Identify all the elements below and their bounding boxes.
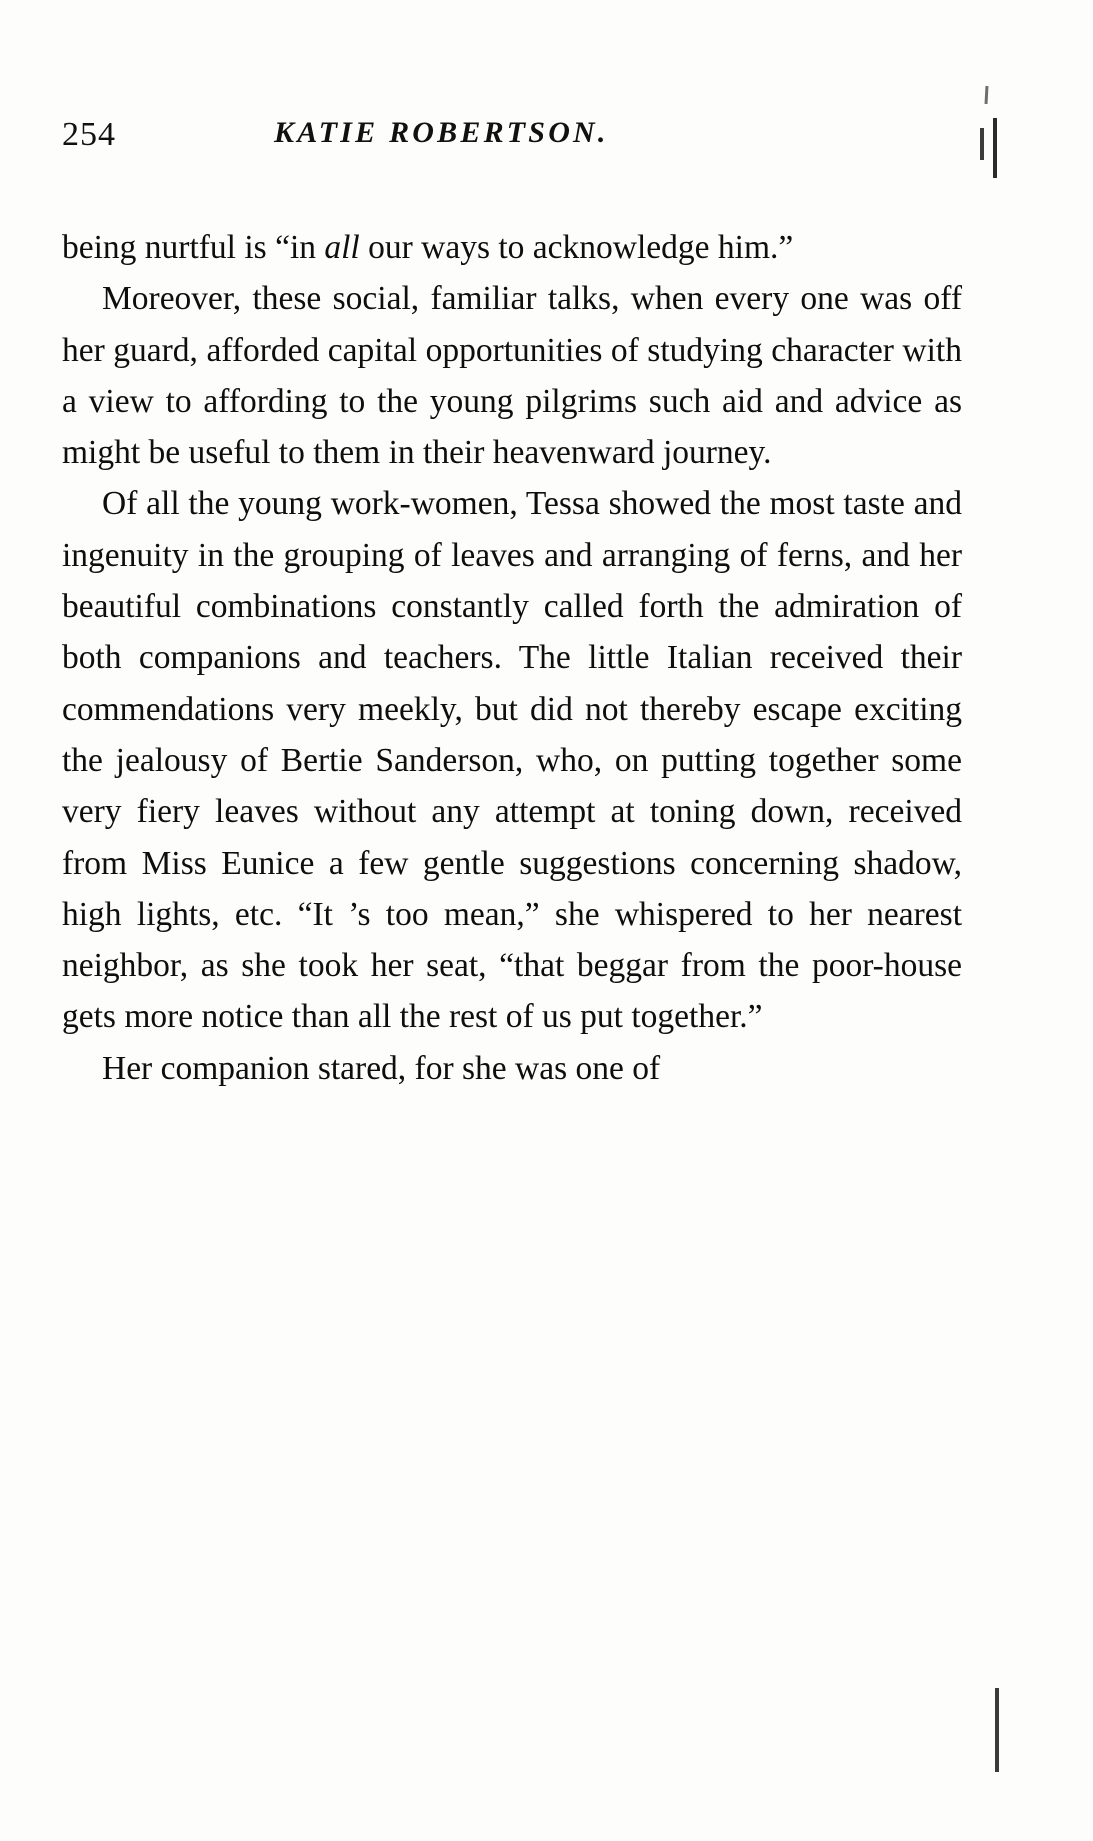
paragraph-1-run-a: being nurtful is “in (62, 229, 325, 266)
paragraph-3: Of all the young work-women, Tessa showed the most taste and ingenuity in the grouping of leaves and arranging of ferns, and her beautiful combinations constantly called forth the admiration of both companions and teachers. The little Italian received their commendations very meekly, but did not thereby escape exciting the jealousy of Bertie Sanderson, who, on putting together some very fiery leaves without any attempt at toning down, received from Miss Eunice a few gentle suggestions concerning shadow, high lights, etc. “It ’s too mean,” she whispered to her nearest neighbor, as she took her seat, “that beggar from the poor-house gets more notice than all the rest of us put together.” (62, 485, 962, 1036)
scan-edge-mark-bottom (995, 1688, 999, 1772)
page-body (62, 222, 962, 1094)
running-head (62, 108, 962, 168)
scan-edge-mark-upper (980, 128, 984, 160)
paragraph-1-emphasis: all (324, 229, 360, 266)
page-number: 254 (62, 116, 116, 153)
paragraph-2: Moreover, these social, familiar talks, when every one was off her guard, afforded capital opportunities of studying character with a view to affording to the young pilgrims such aid and advice as might be useful to them in their heavenward journey. (62, 280, 962, 472)
paragraph-4: Her companion stared, for she was one of (102, 1049, 661, 1087)
running-title: KATIE ROBERTSON. (274, 116, 609, 149)
paragraph-1 (62, 222, 962, 273)
paragraph-1-run-b: our ways to acknowledge him.” (359, 229, 794, 266)
scan-edge-mark-spine (993, 118, 997, 178)
scan-edge-mark-top (985, 86, 989, 104)
